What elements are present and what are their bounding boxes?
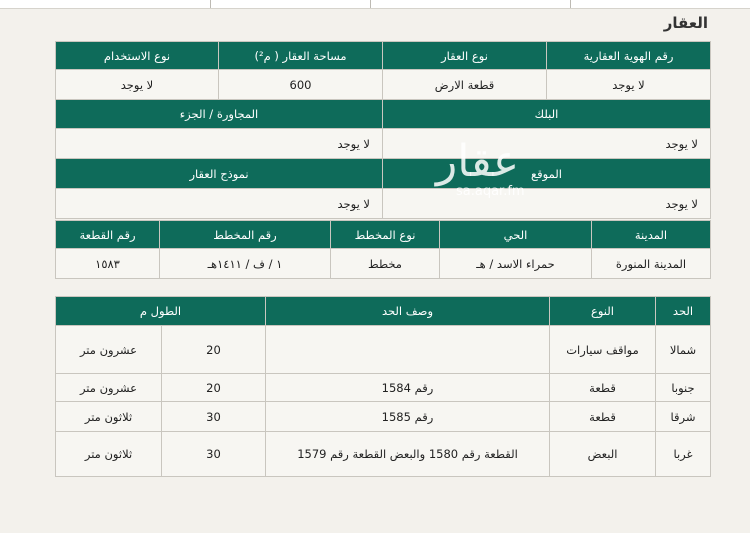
value-block: لا يوجد [383,129,711,159]
boundary-type: البعض [550,432,656,477]
location-table [55,220,711,279]
property-table [55,41,711,219]
boundary-description: رقم 1584 [266,374,550,402]
table-row [56,326,711,374]
boundary-type: قطعة [550,374,656,402]
value-neighborhood-part: لا يوجد [56,129,383,159]
header-district: الحي [440,221,592,249]
boundary-type: مواقف سيارات [550,326,656,374]
boundary-side: شمالا [656,326,711,374]
value-plan-number: ١ / ف / ١٤١١هـ [160,249,331,279]
header-block: البلك [383,100,711,129]
boundary-length: 20 [162,326,266,374]
top-strip [0,0,750,9]
boundary-length-text: ثلاثون متر [56,402,162,432]
header-property-id: رقم الهوية العقارية [547,42,711,70]
watermark-url: sa.aqar.fm [456,184,525,199]
value-plan-type: مخطط [331,249,440,279]
header-description: وصف الحد [266,297,550,326]
boundary-length-text: عشرون متر [56,374,162,402]
header-length: الطول م [56,297,266,326]
header-plot-number: رقم القطعة [56,221,160,249]
header-usage-type: نوع الاستخدام [56,42,219,70]
boundary-side: شرقا [656,402,711,432]
table-row [56,374,711,402]
header-property-model: نموذج العقار [56,159,383,189]
value-property-id: لا يوجد [547,70,711,100]
boundary-length-text: عشرون متر [56,326,162,374]
boundary-type: قطعة [550,402,656,432]
value-property-type: قطعة الارض [383,70,547,100]
header-plan-type: نوع المخطط [331,221,440,249]
value-district: حمراء الاسد / هـ [440,249,592,279]
table-row [56,402,711,432]
divider [210,0,211,8]
boundary-side: غربا [656,432,711,477]
boundary-length: 20 [162,374,266,402]
boundary-length: 30 [162,432,266,477]
header-property-type: نوع العقار [383,42,547,70]
boundary-side: جنوبا [656,374,711,402]
watermark-logo: عقار [436,136,520,187]
header-type: النوع [550,297,656,326]
value-usage-type: لا يوجد [56,70,219,100]
header-location: الموقع [383,159,711,189]
divider [570,0,571,8]
value-plot-number: ١٥٨٣ [56,249,160,279]
boundary-description [266,326,550,374]
table-row [56,432,711,477]
section-title: العقار [663,14,708,32]
header-plan-number: رقم المخطط [160,221,331,249]
value-city: المدينة المنورة [592,249,711,279]
value-property-model: لا يوجد [56,189,383,219]
header-city: المدينة [592,221,711,249]
header-area: مساحة العقار ( م²) [219,42,383,70]
boundaries-table [55,296,711,477]
value-location: لا يوجد [383,189,711,219]
value-area: 600 [219,70,383,100]
boundary-description: رقم 1585 [266,402,550,432]
header-side: الحد [656,297,711,326]
boundary-length: 30 [162,402,266,432]
boundary-length-text: ثلاثون متر [56,432,162,477]
header-neighborhood-part: المجاورة / الجزء [56,100,383,129]
divider [370,0,371,8]
boundary-description: القطعة رقم 1580 والبعض القطعة رقم 1579 [266,432,550,477]
